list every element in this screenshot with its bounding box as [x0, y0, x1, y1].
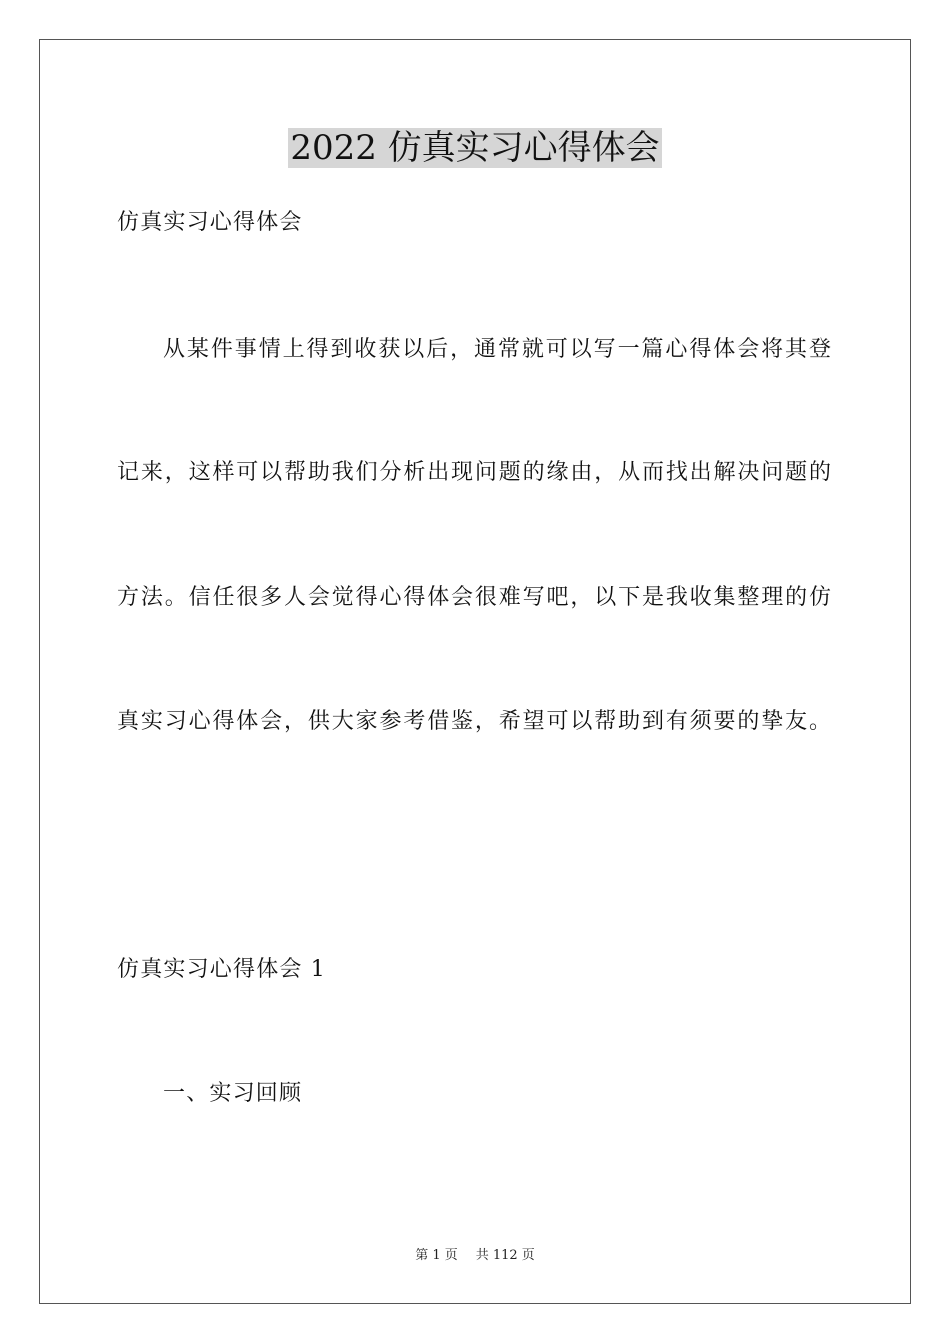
page-number: 第 1 页 — [415, 1248, 458, 1263]
intro-line-3: 方法。信任很多人会觉得心得体会很难写吧，以下是我收集整理的仿 — [117, 585, 831, 610]
page-footer — [0, 1247, 950, 1265]
section-heading: 仿真实习心得体会 1 — [117, 957, 326, 982]
page-total: 共 112 页 — [475, 1248, 535, 1263]
intro-line-4: 真实习心得体会，供大家参考借鉴，希望可以帮助到有须要的挚友。 — [117, 709, 831, 734]
document-title — [0, 124, 950, 172]
intro-line-1: 从某件事情上得到收获以后，通常就可以写一篇心得体会将其登 — [163, 337, 831, 362]
intro-line-2: 记来，这样可以帮助我们分析出现问题的缘由，从而找出解决问题的 — [117, 460, 831, 485]
document-subtitle: 仿真实习心得体会 — [117, 210, 303, 235]
subsection-heading: 一、实习回顾 — [163, 1081, 303, 1106]
document-title-text: 2022 仿真实习心得体会 — [290, 128, 660, 168]
